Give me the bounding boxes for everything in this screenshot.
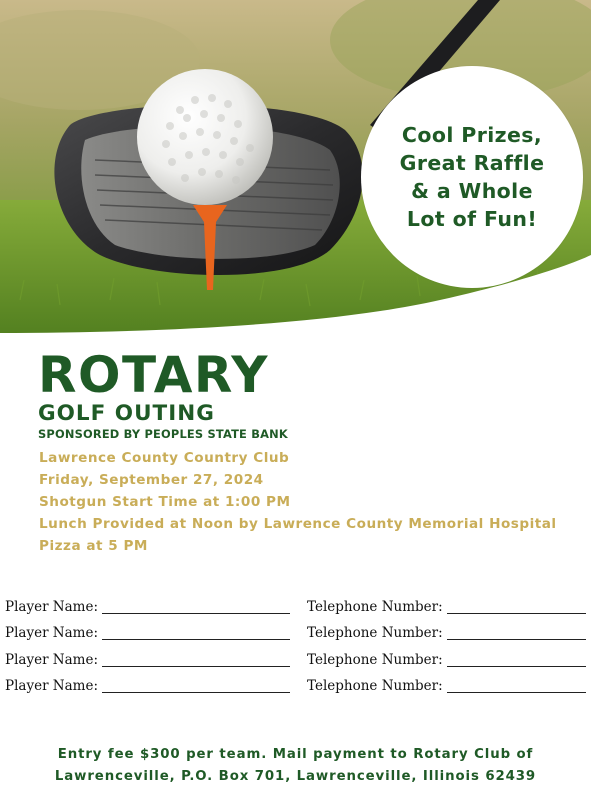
player-name-field[interactable] — [5, 651, 290, 669]
form-row — [5, 616, 589, 643]
event-date: Friday, September 27, 2024 — [39, 472, 264, 488]
callout-line: Cool Prizes, — [401, 123, 543, 147]
venue: Lawrence County Country Club — [39, 450, 290, 466]
sponsor-line: SPONSORED BY PEOPLES STATE BANK — [38, 427, 288, 441]
telephone-field[interactable] — [307, 651, 586, 669]
payment-footer — [0, 744, 591, 788]
player-name-blank[interactable] — [102, 600, 290, 614]
player-name-field[interactable] — [5, 598, 290, 616]
telephone-label: Telephone Number: — [307, 651, 443, 668]
player-name-label: Player Name: — [5, 678, 99, 694]
start-time: Shotgun Start Time at 1:00 PM — [39, 494, 291, 510]
player-name-blank[interactable] — [102, 626, 290, 640]
telephone-blank[interactable] — [447, 600, 586, 614]
telephone-field[interactable] — [307, 624, 586, 642]
player-name-label: Player Name: — [5, 651, 99, 668]
player-name-blank[interactable] — [102, 653, 290, 667]
telephone-field[interactable] — [307, 598, 586, 616]
footer-line: Lawrenceville, P.O. Box 701, Lawrenceville, Illinois 62439 — [54, 769, 537, 784]
callout-line: Lot of Fun! — [406, 207, 538, 231]
footer-line: Entry fee $300 per team. Mail payment to Rotary Club of — [57, 747, 534, 762]
player-name-label: Player Name: — [5, 625, 99, 641]
telephone-blank[interactable] — [447, 626, 586, 640]
telephone-blank[interactable] — [447, 653, 586, 667]
telephone-blank[interactable] — [447, 679, 586, 693]
player-name-field[interactable] — [5, 624, 290, 642]
callout-line: Great Raffle — [399, 151, 545, 175]
telephone-label: Telephone Number: — [307, 598, 443, 615]
event-details — [39, 447, 557, 557]
event-subtitle: GOLF OUTING — [38, 401, 215, 426]
lunch-info: Lunch Provided at Noon by Lawrence County Memorial Hospital — [39, 516, 557, 532]
callout-line: & a Whole — [411, 179, 533, 203]
event-title: ROTARY — [38, 346, 269, 404]
form-row — [5, 669, 589, 696]
player-name-label: Player Name: — [5, 598, 99, 615]
telephone-field[interactable] — [307, 677, 586, 695]
callout-circle — [361, 66, 583, 288]
form-row — [5, 589, 589, 616]
form-row — [5, 642, 589, 669]
telephone-label: Telephone Number: — [307, 678, 443, 694]
telephone-label: Telephone Number: — [307, 625, 443, 641]
player-name-field[interactable] — [5, 677, 290, 695]
pizza-info: Pizza at 5 PM — [39, 538, 148, 554]
player-name-blank[interactable] — [102, 679, 290, 693]
registration-form — [5, 589, 589, 695]
